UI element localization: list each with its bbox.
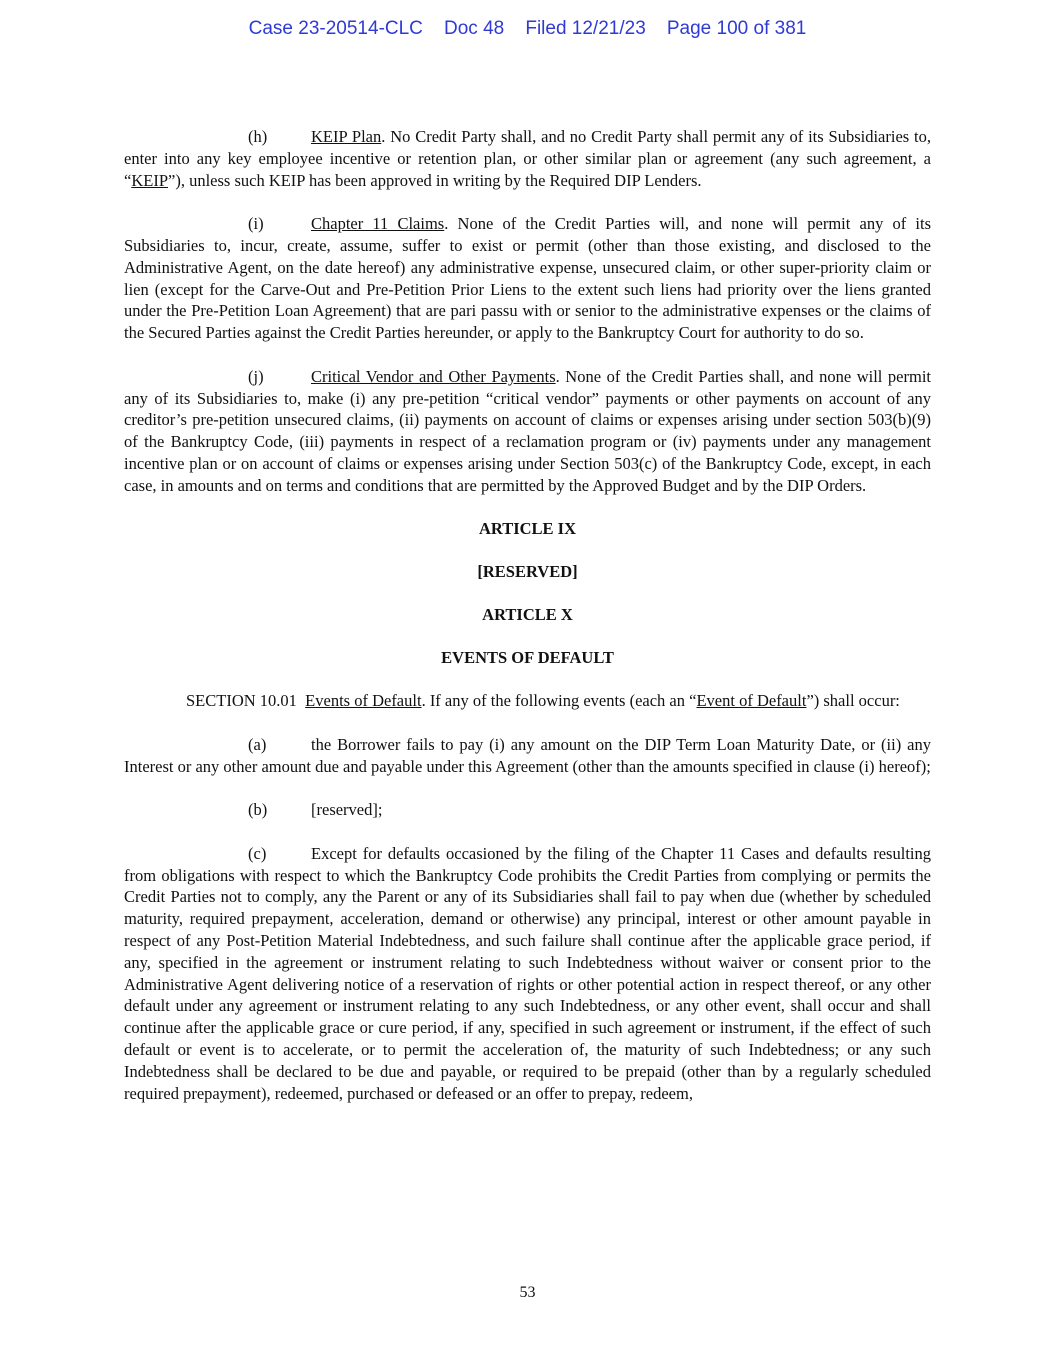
events-of-default-heading: EVENTS OF DEFAULT	[441, 648, 614, 668]
clause-j	[124, 366, 931, 497]
clause-c	[124, 843, 931, 1105]
clause-b	[124, 799, 931, 821]
clause-c-label: (c)	[248, 843, 267, 863]
document-body	[124, 126, 931, 1126]
clause-b-text: [reserved];	[311, 800, 383, 820]
clause-j-text: . None of the Credit Parties shall, and none will permit any of its Subsidiaries to, make (i) any pre-petition “critical vendor” payments or other payments on account of any creditor’s pre-petition unsecured claims, (ii) payments on account of claims or expenses arising under section 503(b)(9) of the Bankruptcy Code, (iii) payments in respect of a reclamation program or (iv) payments under any management incentive plan or on account of claims or expenses arising under Section 503(c) of the Bankruptcy Code, except, in each case, in amounts and on terms and conditions that are permitted by the Approved Budget and by the DIP Orders.	[124, 366, 932, 495]
reserved-heading: [RESERVED]	[477, 562, 578, 582]
clause-a-label: (a)	[248, 734, 267, 754]
clause-j-label: (j)	[248, 366, 264, 386]
clause-i-text: . None of the Credit Parties will, and none will permit any of its Subsidiaries to, incur, create, assume, suffer to exist or permit (other than those existing, and disclosed to the Administrative Agent, on the date hereof) any administrative expense, unsecured claim, or other super-priority claim or lien (except for the Carve-Out and Pre-Petition Prior Liens to the extent such liens had priority over the liens granted under the Pre-Petition Loan Agreement) that are pari passu with or senior to the administrative expenses or the claims of the Secured Parties against the Credit Parties hereunder, or apply to the Bankruptcy Court for authority to do so.	[124, 214, 931, 343]
article-ix-heading: ARTICLE IX	[478, 519, 577, 539]
event-of-default-term: Event of Default	[696, 691, 807, 711]
section-text-1: . If any of the following events (each an “	[421, 691, 697, 711]
page-number: 53	[519, 1284, 536, 1301]
clause-h-text-1: . No Credit Party shall, and no Credit Party shall permit any of its Subsidiaries to, enter into any key employee incentive or retention plan, or other similar plan or agreement (any such agreement, a “	[124, 127, 931, 190]
clause-h-label: (h)	[248, 127, 268, 146]
clause-c-text: Except for defaults occasioned by the filing of the Chapter 11 Cases and defaults resulting from obligations with respect to which the Bankruptcy Code prohibits the Credit Parties from complying or permits the Credit Parties not to comply, any the Parent or any of its Subsidiaries shall fail to pay when due (whether by scheduled maturity, required prepayment, acceleration, demand or otherwise) any principal, interest or other amount payable in respect of any Post-Petition Material Indebtedness, and such failure shall continue after the applicable grace period, if any, specified in the agreement or instrument relating to such Indebtedness without waiver or consent prior to the Administrative Agent delivering notice of a reservation of rights or other potential action in respect thereof, or any other default under any agreement or instrument relating to any such Indebtedness, or any other event, shall occur and shall continue after the applicable grace or cure period, if any, specified in such agreement or instrument, if the effect of such default or event is to accelerate, or to permit the acceleration of, the maturity of such Indebtedness; or any such Indebtedness shall be declared to be due and payable, or required to be prepaid (other than by a regularly scheduled required prepayment), redeemed, purchased or defeased or an offer to prepay, redeem,	[124, 843, 931, 1103]
clause-j-title: Critical Vendor and Other Payments	[311, 366, 556, 386]
clause-h	[124, 126, 931, 191]
section-title: Events of Default	[305, 691, 422, 711]
section-10-01	[124, 690, 931, 712]
section-text-2: ”) shall occur:	[806, 691, 900, 711]
clause-h-title: KEIP Plan	[311, 127, 382, 146]
clause-h-text-2: ”), unless such KEIP has been approved in writing by the Required DIP Lenders.	[168, 170, 702, 190]
clause-a	[124, 734, 931, 778]
clause-i-title: Chapter 11 Claims	[311, 214, 445, 234]
clause-i-label: (i)	[248, 214, 264, 234]
section-label: SECTION 10.01	[186, 691, 297, 711]
keip-term: KEIP	[131, 170, 168, 190]
clause-a-text: the Borrower fails to pay (i) any amount on the DIP Term Loan Maturity Date, or (ii) any Interest or any other amount due and payable under this Agreement (other than the amounts specified in clause (i) hereof);	[124, 734, 931, 776]
case-header: Case 23-20514-CLC Doc 48 Filed 12/21/23 Page 100 of 381	[248, 18, 807, 39]
clause-b-label: (b)	[248, 800, 268, 820]
clause-i	[124, 213, 931, 344]
article-x-heading: ARTICLE X	[482, 605, 573, 625]
